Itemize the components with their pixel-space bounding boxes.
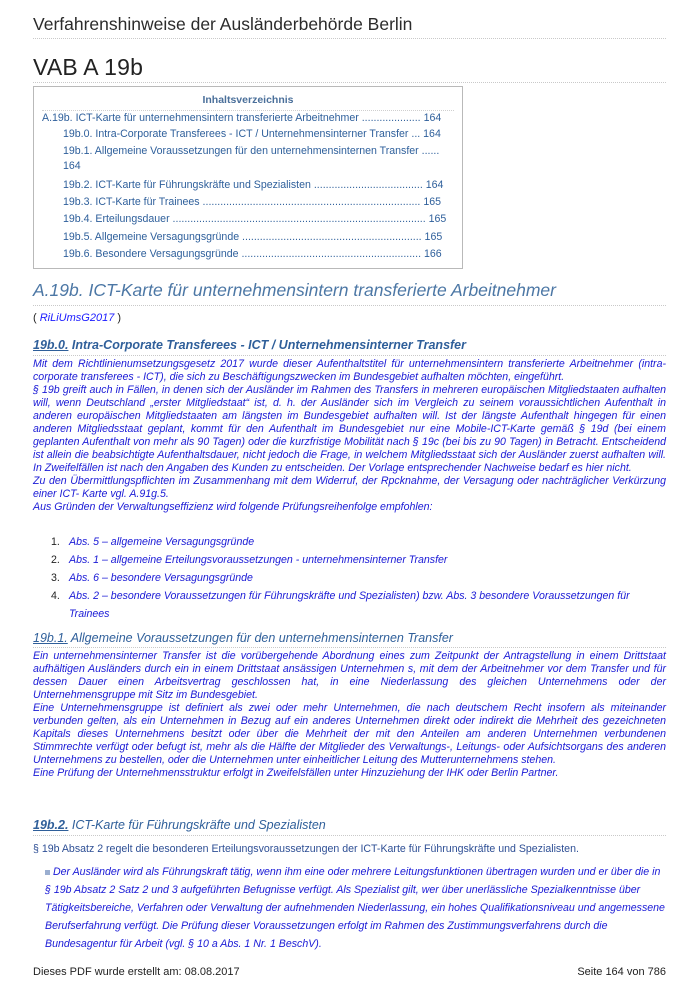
section-19b2-anchor[interactable]: 19b.2. [33, 818, 69, 832]
toc-entry-19b4[interactable]: 19b.4. Erteilungsdauer ...................................................................................... 165 [63, 213, 447, 225]
footer-page-number: Seite 164 von 786 [577, 966, 666, 978]
toc-entry-19b0[interactable]: 19b.0. Intra-Corporate Transferees - ICT / Unternehmensinterner Transfer ... 164 [63, 128, 441, 140]
bullet-icon [45, 870, 50, 875]
page-header [33, 14, 666, 39]
check-order-list [51, 533, 651, 623]
header-title: Verfahrenshinweise der Ausländerbehörde Berlin [33, 14, 413, 34]
document-title: VAB A 19b [33, 54, 144, 80]
page-footer [33, 966, 666, 978]
section-a-divider [33, 305, 666, 306]
section-19b2-heading: 19b.2. ICT-Karte für Führungskräfte und Spezialisten [33, 818, 326, 832]
section-19b0-body [33, 358, 666, 514]
section-19b0-heading: 19b.0. Intra-Corporate Transferees - ICT / Unternehmensinterner Transfer [33, 338, 466, 352]
section-19b1-anchor[interactable]: 19b.1. [33, 631, 68, 645]
list-item: 4. Abs. 2 – besondere Voraussetzungen für Führungskräfte und Spezialisten) bzw. Abs. 3 besondere Voraussetzungen für Trainees [51, 590, 630, 620]
paragraph: Ein unternehmensinterner Transfer ist die vorübergehende Abordnung eines zum Zeitpunkt der Antragstellung in einem Drittstaat aufhältigen Ausländers durch ein in einem Drittstaat ansässigen Unternehmen s, mit dem der Arbeitnehmer vor dem Transfer und für dessen Dauer einen Arbeitsvertrag geschlossen hat, in eine Niederlassung des gleichen Unternehmens oder der Unternehmensgruppe mit Sitz im Bundesgebiet. [33, 650, 666, 701]
paragraph: Aus Gründen der Verwaltungseffizienz wird folgende Prüfungsreihenfolge empfohlen: [33, 501, 433, 513]
table-of-contents [33, 86, 463, 269]
toc-entry-a19b[interactable]: A.19b. ICT-Karte für unternehmensintern transferierte Arbeitnehmer .................... 164 [42, 112, 442, 124]
paragraph: Eine Unternehmensgruppe ist definiert als zwei oder mehr Unternehmen, die nach deutschem Recht insofern als miteinander verbunden gelten, als ein Unternehmen in Bezug auf ein anderes Unternehmen direkt oder indirekt die Mehrheit des gezeichneten Kapitals dieses Unternehmens besitzt oder über die Mehrheit der mit den Anteilen am anderen Unternehmen verbundenen Stimmrechte verfügt oder befugt ist, mehr als die Hälfte der Mitglieder des Verwaltungs-, Leitungs- oder Aufsichtsorgans des anderen Unternehmens zu bestellen, oder die Unternehmen unter einheitlicher Leitung des Mutterunternehmens stehen. [33, 702, 666, 766]
section-19b1-divider [33, 647, 666, 648]
section-19b1-body [33, 650, 666, 780]
section-19b2-bullet: Der Ausländer wird als Führungskraft tätig, wenn ihm eine oder mehrere Leitungsfunktionen übertragen wurden und er über die in § 19b Absatz 2 Satz 2 und 3 aufgeführten Befugnisse verfügt. Als Spezialist gilt, wer über unerlässliche Spezialkenntnisse über Tätigkeitsbereiche, Verfahren oder Verwaltung der aufnehmenden Niederlassung, ein hohes Qualifikationsniveau und angemessene Berufserfahrung verfügt. Die Prüfung dieser Voraussetzungen erfolgt im Rahmen des Zustimmungsverfahrens durch die Bundesagentur für Arbeit (vgl. § 10 a Abs. 1 Nr. 1 BeschV). [45, 866, 665, 950]
toc-entry-19b3[interactable]: 19b.3. ICT-Karte für Trainees .......................................................................... 165 [63, 196, 441, 208]
toc-title: Inhaltsverzeichnis [42, 94, 454, 111]
section-19b0-divider [33, 355, 666, 356]
paragraph: Mit dem Richtlinienumsetzungsgesetz 2017 wurde dieser Aufenthaltstitel für unternehmensintern transferierte Arbeitnehmer (intra-corporate transferees - ICT), die sich zu Beschäftigungszwecken im Bundesgebiet aufhalten möchten, eingeführt. [33, 358, 666, 383]
toc-entry-19b1[interactable]: 19b.1. Allgemeine Voraussetzungen für den unternehmensinternen Transfer ...... 164 [63, 145, 440, 172]
list-item: 2. Abs. 1 – allgemeine Erteilungsvoraussetzungen - unternehmensinterner Transfer [51, 554, 448, 566]
paragraph: Zu den Übermittlungspflichten im Zusammenhang mit dem Widerruf, der Rpcknahme, der Versagung oder nachträglicher Verkürzung einer ICT- Karte vgl. A.91g.5. [33, 475, 666, 500]
rili-link[interactable]: RiLiUmsG2017 [39, 312, 115, 324]
section-19b1-heading: 19b.1. Allgemeine Voraussetzungen für den unternehmensinternen Transfer [33, 631, 453, 645]
list-item: 3. Abs. 6 – besondere Versagungsgründe [51, 572, 253, 584]
footer-created: Dieses PDF wurde erstellt am: 08.08.2017 [33, 966, 240, 978]
section-a-heading: A.19b. ICT-Karte für unternehmensintern transferierte Arbeitnehmer [33, 280, 556, 300]
list-item: 1. Abs. 5 – allgemeine Versagungsgründe [51, 536, 255, 548]
title-divider [33, 82, 666, 83]
toc-entry-19b5[interactable]: 19b.5. Allgemeine Versagungsgründe ............................................................. 165 [63, 231, 443, 243]
section-19b2-intro: § 19b Absatz 2 regelt die besonderen Erteilungsvoraussetzungen der ICT-Karte für Führungskräfte und Spezialisten. [33, 843, 579, 855]
section-19b2-divider [33, 835, 666, 836]
rili-reference: ( RiLiUmsG2017 ) [33, 312, 122, 324]
section-19b0-anchor[interactable]: 19b.0. [33, 338, 69, 352]
toc-entry-19b6[interactable]: 19b.6. Besondere Versagungsgründe ............................................................. 166 [63, 248, 442, 260]
toc-entry-19b2[interactable]: 19b.2. ICT-Karte für Führungskräfte und Spezialisten ..................................... 164 [63, 179, 444, 191]
paragraph: § 19b greift auch in Fällen, in denen sich der Ausländer im Rahmen des Transfers in mehreren europäischen Mitgliedstaaten aufhalten will, wenn Deutschland „erster Mitgliedstaat“ ist, d. h. der Ausländer sich im Vergleich zu seinem voraussichtlichen Aufenthalt in anderen europäischen Mitgliedstaaten am längsten im Bundesgebiet aufhalten will. Ist der längste Aufenthalt hingegen für einen anderen Mitgliedsstaat geplant, kommt für den Aufenthalt im Bundesgebiet nur eine Mobile-ICT-Karte gemäß § 19d (bei einem geplanten Aufenthalt von mehr als 90 Tagen) oder die kurzfristige Mobilität nach § 19c (bei bis zu 90 Tagen) in Betracht. Entscheidend ist allein die beabsichtigte Aufenthaltsdauer, nicht jedoch die Frage, in welchem Mitgliedsstaat sich der Ausländer zuerst aufhalten will. In Zweifelfällen ist nach den Angaben des Kunden zu entscheiden. Der Vorlage entsprechender Nachweise bedarf es hier nicht. [33, 384, 666, 474]
paragraph: Eine Prüfung der Unternehmensstruktur erfolgt in Zweifelsfällen unter Hinzuziehung der IHK oder Berlin Partner. [33, 767, 559, 779]
